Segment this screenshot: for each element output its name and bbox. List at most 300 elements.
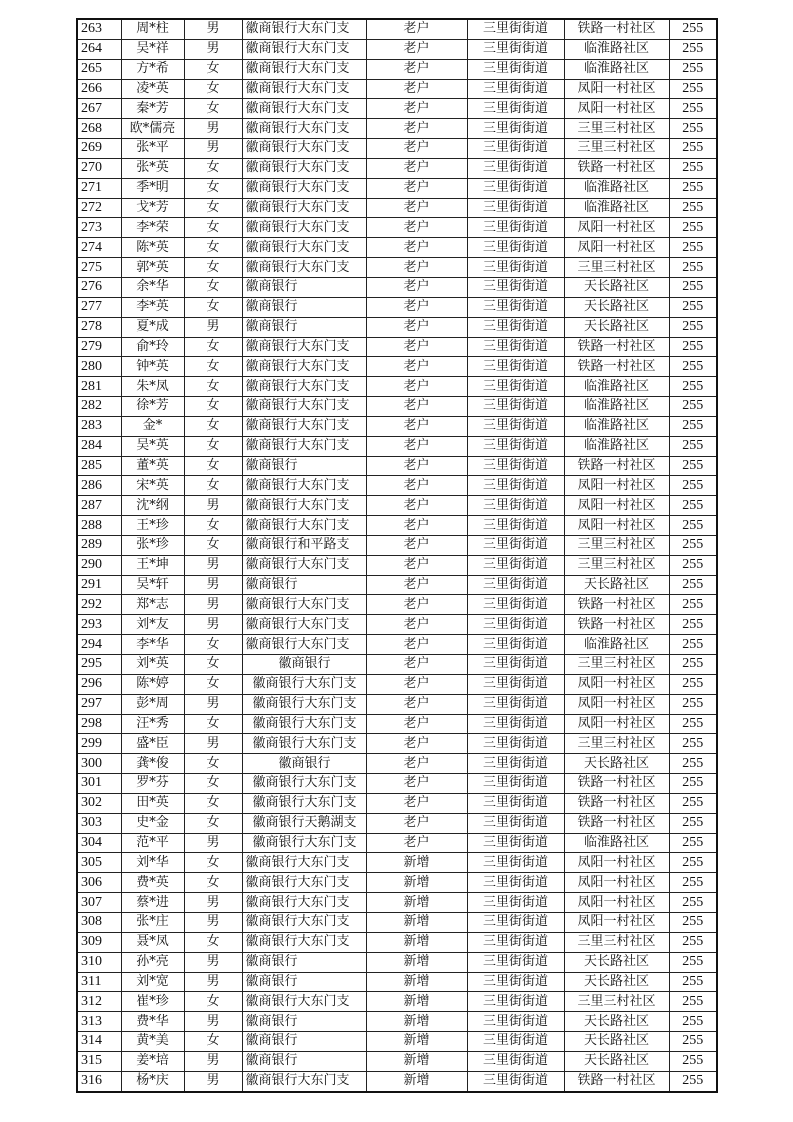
household-type-cell: 新增 <box>366 952 467 972</box>
street-office-cell: 三里街街道 <box>467 694 564 714</box>
street-office-cell: 三里街街道 <box>467 218 564 238</box>
household-type-cell: 老户 <box>366 416 467 436</box>
community-cell: 三里三村社区 <box>564 655 669 675</box>
amount-cell: 255 <box>669 99 717 119</box>
household-type-cell: 老户 <box>366 595 467 615</box>
street-office-cell: 三里街街道 <box>467 873 564 893</box>
street-office-cell: 三里街街道 <box>467 139 564 159</box>
person-name-cell: 罗*芬 <box>121 774 184 794</box>
row-number-cell: 301 <box>77 774 121 794</box>
row-number-cell: 276 <box>77 277 121 297</box>
gender-cell: 女 <box>184 674 242 694</box>
bank-branch-cell: 徽商银行大东门支 <box>242 496 366 516</box>
bank-branch-cell: 徽商银行大东门支 <box>242 79 366 99</box>
street-office-cell: 三里街街道 <box>467 39 564 59</box>
community-cell: 凤阳一村社区 <box>564 79 669 99</box>
gender-cell: 男 <box>184 139 242 159</box>
bank-branch-cell: 徽商银行 <box>242 1051 366 1071</box>
bank-branch-cell: 徽商银行 <box>242 754 366 774</box>
household-type-cell: 老户 <box>366 158 467 178</box>
amount-cell: 255 <box>669 714 717 734</box>
bank-branch-cell: 徽商银行大东门支 <box>242 694 366 714</box>
table-row <box>77 496 717 516</box>
row-number-cell: 294 <box>77 635 121 655</box>
street-office-cell: 三里街街道 <box>467 972 564 992</box>
household-type-cell: 老户 <box>366 754 467 774</box>
amount-cell: 255 <box>669 1012 717 1032</box>
table-row <box>77 992 717 1012</box>
table-row <box>77 59 717 79</box>
community-cell: 三里三村社区 <box>564 734 669 754</box>
person-name-cell: 张*庄 <box>121 912 184 932</box>
person-name-cell: 王*珍 <box>121 516 184 536</box>
amount-cell: 255 <box>669 158 717 178</box>
table-row <box>77 655 717 675</box>
gender-cell: 女 <box>184 1032 242 1052</box>
amount-cell: 255 <box>669 992 717 1012</box>
community-cell: 天长路社区 <box>564 297 669 317</box>
table-row <box>77 516 717 536</box>
bank-branch-cell: 徽商银行大东门支 <box>242 119 366 139</box>
person-name-cell: 刘*华 <box>121 853 184 873</box>
community-cell: 临淮路社区 <box>564 416 669 436</box>
community-cell: 凤阳一村社区 <box>564 873 669 893</box>
community-cell: 临淮路社区 <box>564 833 669 853</box>
amount-cell: 255 <box>669 139 717 159</box>
bank-branch-cell: 徽商银行 <box>242 277 366 297</box>
community-cell: 天长路社区 <box>564 1012 669 1032</box>
row-number-cell: 312 <box>77 992 121 1012</box>
household-type-cell: 老户 <box>366 694 467 714</box>
bank-branch-cell: 徽商银行大东门支 <box>242 198 366 218</box>
bank-branch-cell: 徽商银行大东门支 <box>242 992 366 1012</box>
amount-cell: 255 <box>669 377 717 397</box>
table-row <box>77 714 717 734</box>
bank-branch-cell: 徽商银行大东门支 <box>242 139 366 159</box>
street-office-cell: 三里街街道 <box>467 813 564 833</box>
person-name-cell: 盛*臣 <box>121 734 184 754</box>
street-office-cell: 三里街街道 <box>467 496 564 516</box>
gender-cell: 女 <box>184 218 242 238</box>
gender-cell: 男 <box>184 1051 242 1071</box>
gender-cell: 女 <box>184 754 242 774</box>
amount-cell: 255 <box>669 456 717 476</box>
person-name-cell: 夏*成 <box>121 317 184 337</box>
bank-branch-cell: 徽商银行大东门支 <box>242 516 366 536</box>
bank-branch-cell: 徽商银行大东门支 <box>242 555 366 575</box>
row-number-cell: 286 <box>77 476 121 496</box>
gender-cell: 男 <box>184 1012 242 1032</box>
community-cell: 凤阳一村社区 <box>564 912 669 932</box>
community-cell: 凤阳一村社区 <box>564 496 669 516</box>
row-number-cell: 314 <box>77 1032 121 1052</box>
amount-cell: 255 <box>669 655 717 675</box>
table-row <box>77 178 717 198</box>
table-row <box>77 1071 717 1091</box>
gender-cell: 男 <box>184 972 242 992</box>
community-cell: 天长路社区 <box>564 1032 669 1052</box>
row-number-cell: 298 <box>77 714 121 734</box>
household-type-cell: 老户 <box>366 476 467 496</box>
person-name-cell: 郑*志 <box>121 595 184 615</box>
amount-cell: 255 <box>669 516 717 536</box>
gender-cell: 男 <box>184 833 242 853</box>
community-cell: 铁路一村社区 <box>564 1071 669 1091</box>
community-cell: 凤阳一村社区 <box>564 694 669 714</box>
table-row <box>77 575 717 595</box>
household-type-cell: 老户 <box>366 535 467 555</box>
gender-cell: 女 <box>184 813 242 833</box>
table-row <box>77 238 717 258</box>
community-cell: 铁路一村社区 <box>564 19 669 39</box>
amount-cell: 255 <box>669 635 717 655</box>
street-office-cell: 三里街街道 <box>467 714 564 734</box>
bank-branch-cell: 徽商银行和平路支 <box>242 535 366 555</box>
bank-branch-cell: 徽商银行天鹅湖支 <box>242 813 366 833</box>
row-number-cell: 285 <box>77 456 121 476</box>
row-number-cell: 291 <box>77 575 121 595</box>
amount-cell: 255 <box>669 535 717 555</box>
bank-branch-cell: 徽商银行大东门支 <box>242 793 366 813</box>
row-number-cell: 299 <box>77 734 121 754</box>
gender-cell: 女 <box>184 655 242 675</box>
street-office-cell: 三里街街道 <box>467 1032 564 1052</box>
gender-cell: 男 <box>184 119 242 139</box>
bank-branch-cell: 徽商银行大东门支 <box>242 833 366 853</box>
table-row <box>77 218 717 238</box>
row-number-cell: 275 <box>77 258 121 278</box>
household-type-cell: 老户 <box>366 774 467 794</box>
row-number-cell: 282 <box>77 397 121 417</box>
bank-branch-cell: 徽商银行大东门支 <box>242 377 366 397</box>
gender-cell: 女 <box>184 258 242 278</box>
person-name-cell: 钟*英 <box>121 357 184 377</box>
table-row <box>77 456 717 476</box>
household-type-cell: 老户 <box>366 575 467 595</box>
gender-cell: 女 <box>184 297 242 317</box>
gender-cell: 女 <box>184 79 242 99</box>
gender-cell: 女 <box>184 535 242 555</box>
row-number-cell: 309 <box>77 932 121 952</box>
person-name-cell: 刘*英 <box>121 655 184 675</box>
community-cell: 天长路社区 <box>564 277 669 297</box>
row-number-cell: 280 <box>77 357 121 377</box>
row-number-cell: 283 <box>77 416 121 436</box>
community-cell: 凤阳一村社区 <box>564 714 669 734</box>
amount-cell: 255 <box>669 297 717 317</box>
bank-branch-cell: 徽商银行大东门支 <box>242 397 366 417</box>
row-number-cell: 279 <box>77 337 121 357</box>
person-name-cell: 周*柱 <box>121 19 184 39</box>
household-type-cell: 老户 <box>366 734 467 754</box>
person-name-cell: 李*英 <box>121 297 184 317</box>
street-office-cell: 三里街街道 <box>467 932 564 952</box>
gender-cell: 女 <box>184 277 242 297</box>
bank-branch-cell: 徽商银行大东门支 <box>242 674 366 694</box>
household-type-cell: 老户 <box>366 357 467 377</box>
community-cell: 凤阳一村社区 <box>564 853 669 873</box>
street-office-cell: 三里街街道 <box>467 79 564 99</box>
table-row <box>77 119 717 139</box>
community-cell: 临淮路社区 <box>564 377 669 397</box>
household-type-cell: 老户 <box>366 317 467 337</box>
household-type-cell: 新增 <box>366 1012 467 1032</box>
table-row <box>77 357 717 377</box>
amount-cell: 255 <box>669 39 717 59</box>
amount-cell: 255 <box>669 218 717 238</box>
amount-cell: 255 <box>669 258 717 278</box>
amount-cell: 255 <box>669 19 717 39</box>
street-office-cell: 三里街街道 <box>467 397 564 417</box>
person-name-cell: 姜*培 <box>121 1051 184 1071</box>
row-number-cell: 263 <box>77 19 121 39</box>
street-office-cell: 三里街街道 <box>467 317 564 337</box>
street-office-cell: 三里街街道 <box>467 1051 564 1071</box>
household-type-cell: 新增 <box>366 992 467 1012</box>
household-type-cell: 新增 <box>366 932 467 952</box>
person-name-cell: 方*希 <box>121 59 184 79</box>
gender-cell: 女 <box>184 436 242 456</box>
community-cell: 天长路社区 <box>564 972 669 992</box>
household-type-cell: 老户 <box>366 297 467 317</box>
subsidy-recipient-table <box>76 18 718 1093</box>
community-cell: 铁路一村社区 <box>564 813 669 833</box>
row-number-cell: 289 <box>77 535 121 555</box>
household-type-cell: 新增 <box>366 1032 467 1052</box>
table-row <box>77 873 717 893</box>
amount-cell: 255 <box>669 972 717 992</box>
person-name-cell: 田*英 <box>121 793 184 813</box>
gender-cell: 女 <box>184 59 242 79</box>
community-cell: 临淮路社区 <box>564 178 669 198</box>
table-row <box>77 99 717 119</box>
gender-cell: 男 <box>184 19 242 39</box>
gender-cell: 男 <box>184 496 242 516</box>
gender-cell: 男 <box>184 615 242 635</box>
household-type-cell: 老户 <box>366 674 467 694</box>
table-row <box>77 476 717 496</box>
household-type-cell: 新增 <box>366 873 467 893</box>
street-office-cell: 三里街街道 <box>467 198 564 218</box>
bank-branch-cell: 徽商银行大东门支 <box>242 476 366 496</box>
bank-branch-cell: 徽商银行 <box>242 297 366 317</box>
household-type-cell: 老户 <box>366 377 467 397</box>
gender-cell: 男 <box>184 595 242 615</box>
gender-cell: 女 <box>184 158 242 178</box>
household-type-cell: 老户 <box>366 516 467 536</box>
row-number-cell: 290 <box>77 555 121 575</box>
bank-branch-cell: 徽商银行大东门支 <box>242 337 366 357</box>
person-name-cell: 董*英 <box>121 456 184 476</box>
amount-cell: 255 <box>669 416 717 436</box>
amount-cell: 255 <box>669 615 717 635</box>
community-cell: 天长路社区 <box>564 317 669 337</box>
person-name-cell: 史*金 <box>121 813 184 833</box>
gender-cell: 男 <box>184 39 242 59</box>
table-row <box>77 754 717 774</box>
amount-cell: 255 <box>669 813 717 833</box>
household-type-cell: 老户 <box>366 655 467 675</box>
row-number-cell: 296 <box>77 674 121 694</box>
person-name-cell: 沈*纲 <box>121 496 184 516</box>
person-name-cell: 陈*英 <box>121 238 184 258</box>
row-number-cell: 284 <box>77 436 121 456</box>
community-cell: 凤阳一村社区 <box>564 99 669 119</box>
household-type-cell: 老户 <box>366 19 467 39</box>
gender-cell: 女 <box>184 476 242 496</box>
person-name-cell: 戈*芳 <box>121 198 184 218</box>
community-cell: 三里三村社区 <box>564 555 669 575</box>
street-office-cell: 三里街街道 <box>467 774 564 794</box>
street-office-cell: 三里街街道 <box>467 258 564 278</box>
household-type-cell: 老户 <box>366 615 467 635</box>
table-row <box>77 337 717 357</box>
street-office-cell: 三里街街道 <box>467 436 564 456</box>
household-type-cell: 老户 <box>366 39 467 59</box>
amount-cell: 255 <box>669 694 717 714</box>
household-type-cell: 老户 <box>366 456 467 476</box>
bank-branch-cell: 徽商银行大东门支 <box>242 39 366 59</box>
gender-cell: 女 <box>184 456 242 476</box>
community-cell: 临淮路社区 <box>564 198 669 218</box>
person-name-cell: 张*平 <box>121 139 184 159</box>
household-type-cell: 老户 <box>366 119 467 139</box>
table-row <box>77 595 717 615</box>
household-type-cell: 老户 <box>366 79 467 99</box>
amount-cell: 255 <box>669 178 717 198</box>
person-name-cell: 杨*庆 <box>121 1071 184 1091</box>
row-number-cell: 265 <box>77 59 121 79</box>
bank-branch-cell: 徽商银行大东门支 <box>242 218 366 238</box>
community-cell: 天长路社区 <box>564 1051 669 1071</box>
household-type-cell: 老户 <box>366 555 467 575</box>
table-row <box>77 277 717 297</box>
amount-cell: 255 <box>669 853 717 873</box>
street-office-cell: 三里街街道 <box>467 277 564 297</box>
bank-branch-cell: 徽商银行大东门支 <box>242 635 366 655</box>
gender-cell: 男 <box>184 893 242 913</box>
household-type-cell: 老户 <box>366 714 467 734</box>
table-row <box>77 19 717 39</box>
community-cell: 天长路社区 <box>564 575 669 595</box>
person-name-cell: 吴*轩 <box>121 575 184 595</box>
amount-cell: 255 <box>669 436 717 456</box>
gender-cell: 女 <box>184 932 242 952</box>
household-type-cell: 老户 <box>366 277 467 297</box>
community-cell: 临淮路社区 <box>564 436 669 456</box>
table-row <box>77 39 717 59</box>
street-office-cell: 三里街街道 <box>467 615 564 635</box>
row-number-cell: 288 <box>77 516 121 536</box>
person-name-cell: 刘*友 <box>121 615 184 635</box>
person-name-cell: 欧*儒亮 <box>121 119 184 139</box>
amount-cell: 255 <box>669 873 717 893</box>
person-name-cell: 聂*凤 <box>121 932 184 952</box>
amount-cell: 255 <box>669 793 717 813</box>
street-office-cell: 三里街街道 <box>467 19 564 39</box>
household-type-cell: 老户 <box>366 833 467 853</box>
person-name-cell: 陈*婷 <box>121 674 184 694</box>
household-type-cell: 老户 <box>366 635 467 655</box>
table-row <box>77 79 717 99</box>
bank-branch-cell: 徽商银行大东门支 <box>242 158 366 178</box>
row-number-cell: 271 <box>77 178 121 198</box>
row-number-cell: 310 <box>77 952 121 972</box>
household-type-cell: 老户 <box>366 59 467 79</box>
street-office-cell: 三里街街道 <box>467 912 564 932</box>
community-cell: 临淮路社区 <box>564 635 669 655</box>
street-office-cell: 三里街街道 <box>467 734 564 754</box>
amount-cell: 255 <box>669 496 717 516</box>
bank-branch-cell: 徽商银行 <box>242 952 366 972</box>
bank-branch-cell: 徽商银行大东门支 <box>242 436 366 456</box>
person-name-cell: 金* <box>121 416 184 436</box>
gender-cell: 女 <box>184 397 242 417</box>
amount-cell: 255 <box>669 1071 717 1091</box>
row-number-cell: 313 <box>77 1012 121 1032</box>
household-type-cell: 新增 <box>366 893 467 913</box>
row-number-cell: 269 <box>77 139 121 159</box>
table-row <box>77 853 717 873</box>
bank-branch-cell: 徽商银行大东门支 <box>242 873 366 893</box>
table-row <box>77 833 717 853</box>
table-row <box>77 893 717 913</box>
household-type-cell: 老户 <box>366 436 467 456</box>
street-office-cell: 三里街街道 <box>467 754 564 774</box>
row-number-cell: 268 <box>77 119 121 139</box>
community-cell: 凤阳一村社区 <box>564 238 669 258</box>
community-cell: 天长路社区 <box>564 952 669 972</box>
table-row <box>77 1032 717 1052</box>
gender-cell: 女 <box>184 198 242 218</box>
bank-branch-cell: 徽商银行大东门支 <box>242 416 366 436</box>
table-row <box>77 912 717 932</box>
person-name-cell: 吴*祥 <box>121 39 184 59</box>
street-office-cell: 三里街街道 <box>467 416 564 436</box>
bank-branch-cell: 徽商银行大东门支 <box>242 19 366 39</box>
household-type-cell: 老户 <box>366 496 467 516</box>
household-type-cell: 老户 <box>366 218 467 238</box>
person-name-cell: 张*英 <box>121 158 184 178</box>
person-name-cell: 余*华 <box>121 277 184 297</box>
community-cell: 天长路社区 <box>564 754 669 774</box>
row-number-cell: 278 <box>77 317 121 337</box>
row-number-cell: 270 <box>77 158 121 178</box>
row-number-cell: 302 <box>77 793 121 813</box>
table-row <box>77 297 717 317</box>
bank-branch-cell: 徽商银行大东门支 <box>242 99 366 119</box>
amount-cell: 255 <box>669 337 717 357</box>
household-type-cell: 新增 <box>366 972 467 992</box>
gender-cell: 女 <box>184 635 242 655</box>
street-office-cell: 三里街街道 <box>467 952 564 972</box>
person-name-cell: 刘*宽 <box>121 972 184 992</box>
person-name-cell: 李*荣 <box>121 218 184 238</box>
bank-branch-cell: 徽商银行 <box>242 655 366 675</box>
bank-branch-cell: 徽商银行大东门支 <box>242 615 366 635</box>
gender-cell: 女 <box>184 873 242 893</box>
bank-branch-cell: 徽商银行大东门支 <box>242 258 366 278</box>
street-office-cell: 三里街街道 <box>467 99 564 119</box>
gender-cell: 女 <box>184 992 242 1012</box>
row-number-cell: 300 <box>77 754 121 774</box>
person-name-cell: 徐*芳 <box>121 397 184 417</box>
row-number-cell: 295 <box>77 655 121 675</box>
table-row <box>77 377 717 397</box>
amount-cell: 255 <box>669 79 717 99</box>
table-row <box>77 674 717 694</box>
amount-cell: 255 <box>669 59 717 79</box>
